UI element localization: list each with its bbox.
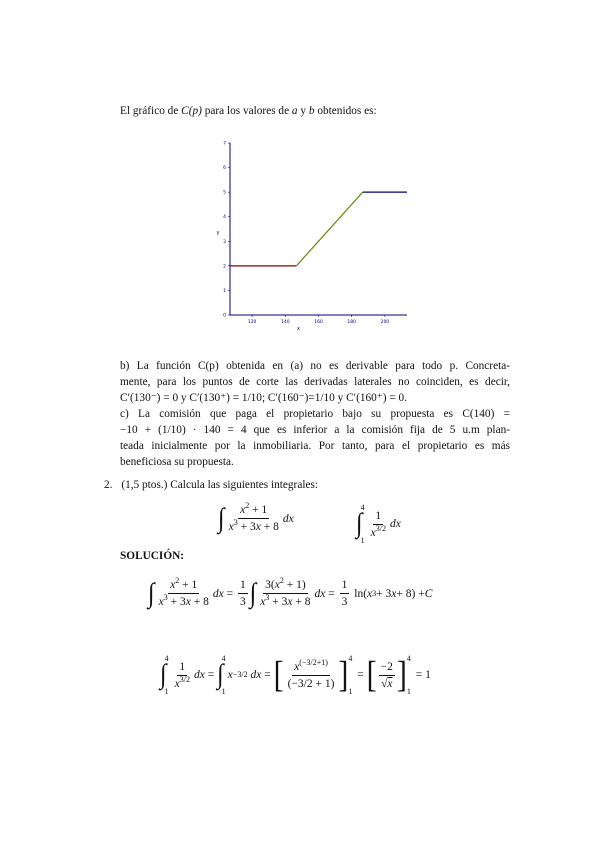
chart-y-tick-label: 5	[223, 190, 226, 196]
chart-series-segment-2	[296, 192, 362, 266]
chart-intro-text: El gráfico de C(p) para los valores de a y b obtenidos es:	[120, 105, 377, 117]
solution-1: ∫ $\frac{x^2 + 1}{x^3 + 3x + 8}$ dx = $\frac{1}{3}$ ∫ $\frac{3(x^2 + 1)}{x^3 + 3x + 8}$ dx = $\frac{1}{3}$ ln( x 3 + 3 x + 8) + C	[148, 576, 433, 609]
solution-heading: SOLUCIÓN:	[120, 550, 185, 562]
chart-y-tick-label: 6	[223, 166, 226, 172]
chart-x-tick-label: 180	[347, 320, 356, 325]
chart-x-tick-label: 160	[314, 320, 323, 325]
integral-1-statement: ∫ $\frac{x^2 + 1}{x^3 + 3x + 8}$ dx	[218, 501, 294, 534]
part-c-line-2: −10 + (1/10) · 140 = 4 que es inferior a la comisión fija de 5 u.m plan-	[120, 424, 510, 436]
chart-y-tick-label: 4	[223, 215, 226, 221]
chart-y-tick-label: 7	[223, 141, 226, 147]
chart-y-tick-label: 0	[223, 313, 226, 319]
part-c-line-4: beneficiosa su propuesta.	[120, 456, 234, 468]
part-b-line-3: C′(130⁻) = 0 y C′(130⁺) = 1/10; C′(160⁻)=1/10 y C′(160⁺) = 0.	[120, 392, 408, 404]
part-c-line-1: c) La comisión que paga el propietario bajo su propuesta es C(140) =	[120, 408, 510, 420]
chart-y-tick-label: 1	[223, 288, 226, 294]
part-b-line-2: mente, para los puntos de corte las derivadas laterales no coinciden, es decir,	[120, 376, 510, 388]
question-number: 2.	[104, 479, 113, 491]
part-b-line-1: b) La función C(p) obtenida en (a) no es derivable para todo p. Concreta-	[120, 360, 510, 372]
part-c-line-3: teada inicialmente por la inmobiliaria. Por tanto, para el propietario es más	[120, 440, 510, 452]
chart-x-axis-label: x	[297, 326, 300, 332]
question-text: (1,5 ptos.) Calcula las siguientes integrales:	[121, 479, 319, 491]
integral-2-statement: ∫ 4 1 $\frac{1}{x^{3/2}}$ dx	[356, 503, 401, 545]
chart-x-tick-label: 120	[247, 320, 257, 325]
part-b	[120, 358, 510, 406]
chart-x-tick-label: 140	[281, 320, 290, 325]
solution-2: ∫ 4 1 $\frac{1}{x^{3/2}}$ dx = ∫ 4 1 x −3/2 dx = [ $\frac{x^{(-3/2+1)}}{(-3/2 + 1)}$ ] 4 1 = [ $\frac{-2}{√x}$ ] 4 1 = 1	[160, 653, 431, 696]
chart-y-tick-label: 3	[223, 239, 226, 245]
chart-y-tick-label: 2	[223, 264, 226, 270]
chart-y-axis-label: y	[216, 229, 220, 236]
chart-x-tick-label: 200	[380, 320, 390, 325]
part-c	[120, 406, 510, 470]
question-2	[104, 477, 318, 493]
commission-chart	[212, 135, 417, 340]
